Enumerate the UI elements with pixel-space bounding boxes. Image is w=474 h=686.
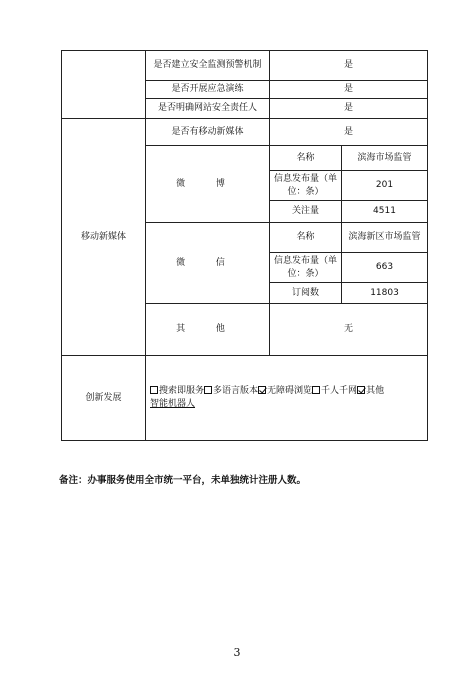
wechat-name-label: 名称 — [270, 223, 342, 253]
weibo-followers-label: 关注量 — [270, 201, 342, 223]
mobile-section-label: 移动新媒体 — [62, 119, 146, 356]
weibo-followers-value: 4511 — [342, 201, 428, 223]
option-accessible-browsing[interactable]: 无障碍浏览 — [258, 386, 312, 396]
monitoring-label: 是否建立安全监测预警机制 — [146, 51, 270, 81]
innovation-options — [146, 356, 428, 441]
checkbox-icon[interactable] — [204, 386, 212, 394]
checkbox-icon[interactable] — [150, 386, 158, 394]
responsible-value: 是 — [270, 99, 428, 119]
weibo-name-value: 滨海市场监管 — [342, 146, 428, 171]
weibo-name-label: 名称 — [270, 146, 342, 171]
section-cell-security — [62, 51, 146, 119]
wechat-subs-label: 订阅数 — [270, 283, 342, 304]
innovation-label: 创新发展 — [62, 356, 146, 441]
other-media-label: 其 他 — [146, 304, 270, 356]
other-innovation-text: 智能机器人 — [150, 399, 196, 409]
drill-value: 是 — [270, 81, 428, 99]
weibo-posts-value: 201 — [342, 171, 428, 201]
option-other[interactable]: 其他 — [357, 386, 384, 396]
wechat-posts-value: 663 — [342, 253, 428, 283]
page-number: 3 — [233, 646, 241, 659]
report-table — [61, 50, 428, 441]
option-search-as-service[interactable]: 搜索即服务 — [150, 386, 204, 396]
checked-checkbox-icon[interactable] — [258, 386, 266, 394]
other-media-value: 无 — [270, 304, 428, 356]
wechat-name-value: 滨海新区市场监管 — [342, 223, 428, 253]
wechat-subs-value: 11803 — [342, 283, 428, 304]
mobile-has-value: 是 — [270, 119, 428, 146]
wechat-label: 微 信 — [146, 223, 270, 304]
option-personalized-web[interactable]: 千人千网 — [312, 386, 357, 396]
option-multilingual[interactable]: 多语言版本 — [204, 386, 258, 396]
weibo-label: 微 博 — [146, 146, 270, 223]
responsible-label: 是否明确网站安全责任人 — [146, 99, 270, 119]
monitoring-value: 是 — [270, 51, 428, 81]
mobile-has-label: 是否有移动新媒体 — [146, 119, 270, 146]
checked-checkbox-icon[interactable] — [357, 386, 365, 394]
wechat-posts-label: 信息发布量（单位：条） — [270, 253, 342, 283]
weibo-posts-label: 信息发布量（单位：条） — [270, 171, 342, 201]
checkbox-icon[interactable] — [312, 386, 320, 394]
drill-label: 是否开展应急演练 — [146, 81, 270, 99]
footnote: 备注：办事服务使用全市统一平台，未单独统计注册人数。 — [59, 475, 307, 486]
